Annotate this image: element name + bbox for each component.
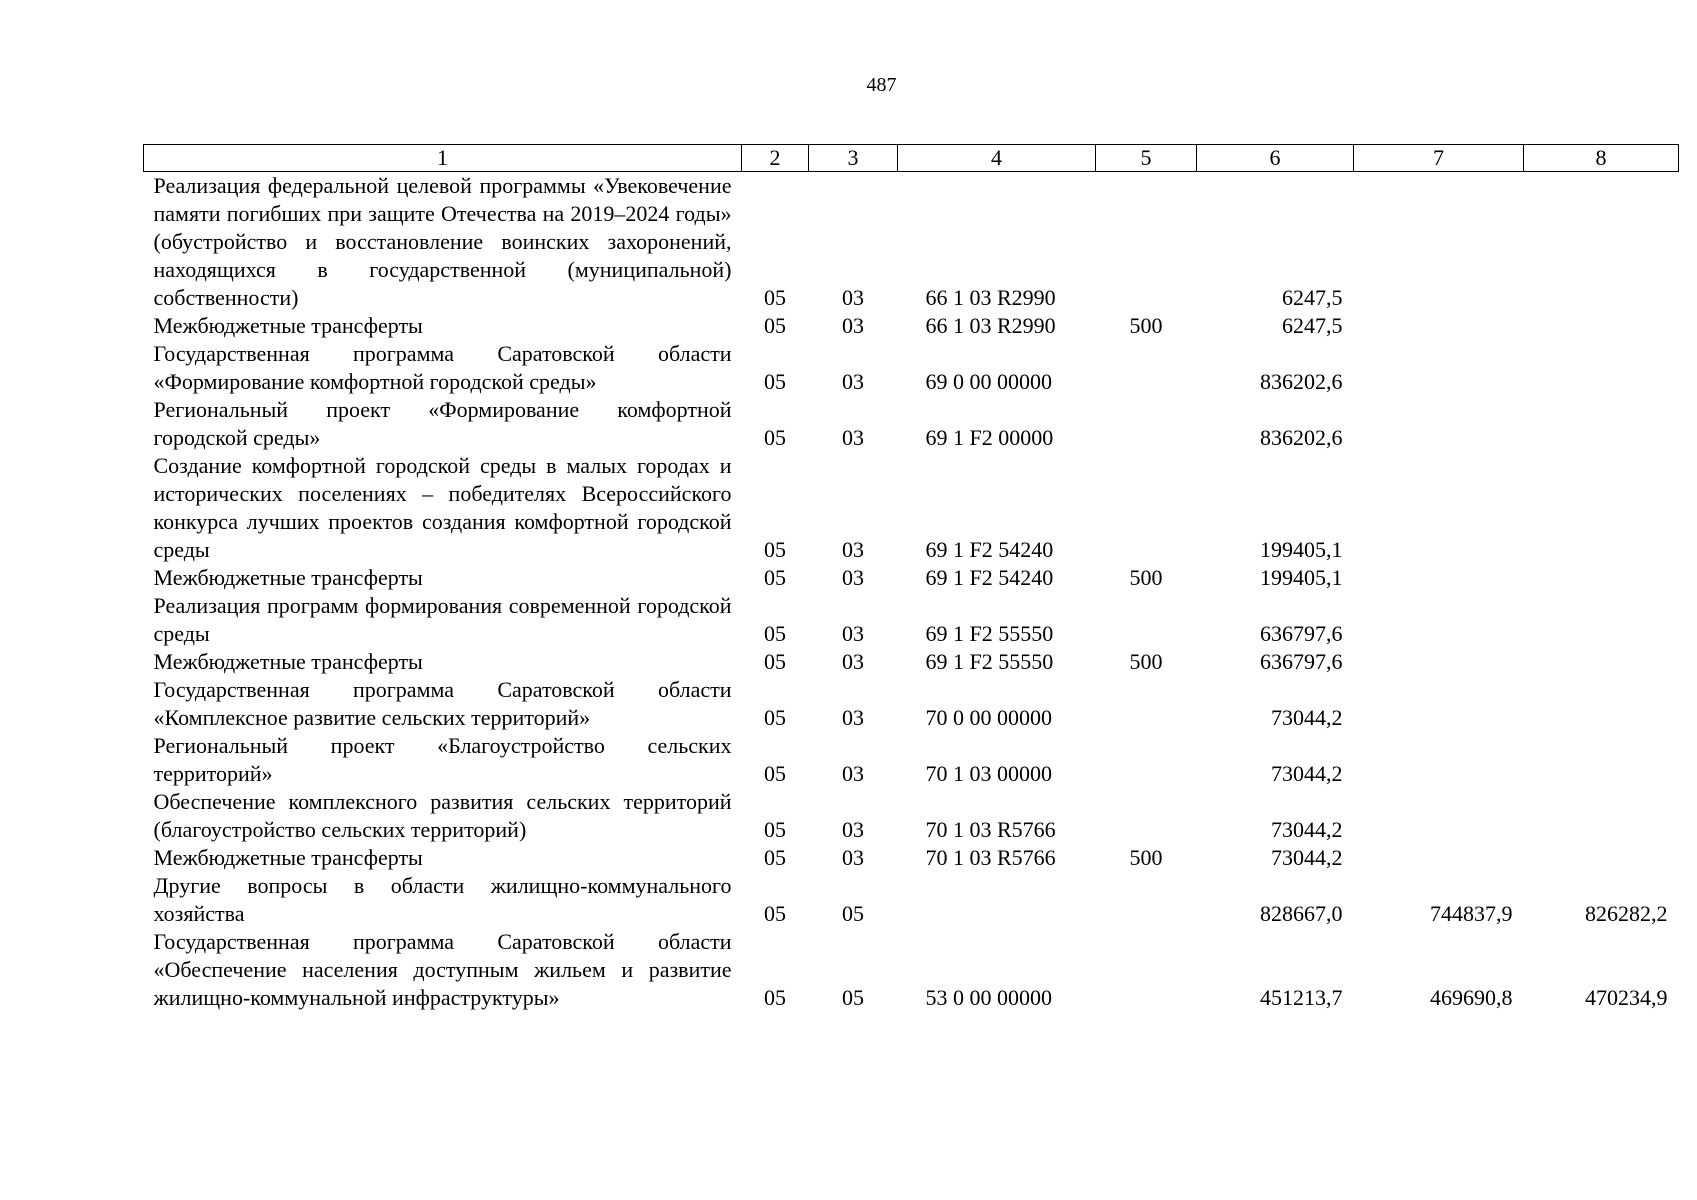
subsection-code: 03 [842,313,864,338]
subsection-code: 03 [842,425,864,450]
page-number: 487 [866,74,897,96]
amount-col-7 [1354,452,1524,564]
table-header-row [144,145,1679,172]
amount-col-6: 6247,5 [1282,313,1343,338]
amount-col-6: 636797,6 [1260,649,1343,674]
amount-col-6: 451213,7 [1260,985,1343,1010]
target-article-code: 69 1 F2 55550 [925,649,1054,674]
amount-col-6: 73044,2 [1271,761,1343,786]
expense-type-code [1096,340,1197,396]
table-row [144,172,1679,313]
amount-col-8 [1524,844,1679,872]
expense-type-code [1096,732,1197,788]
amount-col-8 [1524,396,1679,452]
table-row [144,396,1679,452]
section-code: 05 [764,621,786,646]
table-body [144,172,1679,1013]
section-code: 05 [764,649,786,674]
table-row [144,872,1679,928]
amount-col-7: 744837,9 [1430,901,1513,926]
section-code: 05 [764,817,786,842]
subsection-code: 03 [842,761,864,786]
row-name: Реализация федеральной целевой программы «Увековечение памяти погибших при защите Отечества на 2019–2024 годы» (обустройство и восстановление воинских захоронений, находящихся в государственной (муниципальной) собственности) [153,173,732,310]
amount-col-6: 73044,2 [1271,817,1343,842]
amount-col-8 [1524,648,1679,676]
amount-col-6: 199405,1 [1260,537,1343,562]
column-header: 4 [898,145,1096,172]
target-article-code: 69 1 F2 54240 [925,537,1054,562]
table-row [144,928,1679,1012]
amount-col-6: 73044,2 [1271,705,1343,730]
amount-col-8 [1524,592,1679,648]
section-code: 05 [764,845,786,870]
row-name: Реализация программ формирования современной городской среды [153,593,732,646]
column-header: 8 [1524,145,1679,172]
section-code: 05 [764,537,786,562]
amount-col-8 [1524,564,1679,592]
section-code: 05 [764,425,786,450]
column-header: 2 [742,145,809,172]
table-row [144,564,1679,592]
row-name: Обеспечение комплексного развития сельских территорий (благоустройство сельских территорий) [153,789,732,842]
expense-type-code: 500 [1129,845,1163,870]
expense-type-code [1096,788,1197,844]
row-name: Региональный проект «Формирование комфортной городской среды» [153,397,732,450]
target-article-code: 70 1 03 R5766 [925,817,1056,842]
target-article-code [898,872,1096,928]
row-name: Государственная программа Саратовской области «Обеспечение населения доступным жильем и развитие жилищно-коммунальной инфраструктуры» [153,929,732,1010]
row-name: Межбюджетные трансферты [153,649,423,674]
expense-type-code [1096,872,1197,928]
row-name: Межбюджетные трансферты [153,845,423,870]
target-article-code: 70 0 00 00000 [925,705,1052,730]
row-name: Региональный проект «Благоустройство сельских территорий» [153,733,732,786]
target-article-code: 66 1 03 R2990 [925,285,1056,310]
amount-col-6: 6247,5 [1282,285,1343,310]
target-article-code: 69 1 F2 00000 [925,425,1054,450]
amount-col-7 [1354,172,1524,313]
target-article-code: 66 1 03 R2990 [925,313,1056,338]
amount-col-7 [1354,396,1524,452]
amount-col-8 [1524,312,1679,340]
amount-col-8 [1524,788,1679,844]
subsection-code: 03 [842,705,864,730]
subsection-code: 03 [842,845,864,870]
row-name: Межбюджетные трансферты [153,565,423,590]
amount-col-6: 828667,0 [1260,901,1343,926]
amount-col-7 [1354,564,1524,592]
table-row [144,340,1679,396]
expense-type-code [1096,172,1197,313]
column-header: 7 [1354,145,1524,172]
amount-col-8 [1524,732,1679,788]
expense-type-code [1096,928,1197,1012]
table-row [144,592,1679,648]
section-code: 05 [764,285,786,310]
subsection-code: 03 [842,565,864,590]
section-code: 05 [764,985,786,1010]
expense-type-code: 500 [1129,565,1163,590]
table-row [144,312,1679,340]
amount-col-7 [1354,312,1524,340]
section-code: 05 [764,565,786,590]
section-code: 05 [764,901,786,926]
table-row [144,788,1679,844]
expense-type-code: 500 [1129,313,1163,338]
section-code: 05 [764,705,786,730]
target-article-code: 70 1 03 R5766 [925,845,1056,870]
row-name: Создание комфортной городской среды в малых городах и исторических поселениях – победителях Всероссийского конкурса лучших проектов создания комфортной городской среды [153,453,732,562]
target-article-code: 69 0 00 00000 [925,369,1052,394]
amount-col-8 [1524,676,1679,732]
expense-type-code [1096,592,1197,648]
expense-type-code [1096,676,1197,732]
subsection-code: 03 [842,621,864,646]
subsection-code: 03 [842,285,864,310]
budget-table [143,144,1679,1012]
subsection-code: 05 [842,985,864,1010]
target-article-code: 69 1 F2 54240 [925,565,1054,590]
section-code: 05 [764,369,786,394]
amount-col-6: 836202,6 [1260,369,1343,394]
amount-col-8 [1524,452,1679,564]
row-name: Государственная программа Саратовской области «Формирование комфортной городской среды» [153,341,732,394]
amount-col-7: 469690,8 [1430,985,1513,1010]
amount-col-8 [1524,172,1679,313]
column-header: 1 [144,145,742,172]
row-name: Государственная программа Саратовской области «Комплексное развитие сельских территорий» [153,677,732,730]
expense-type-code: 500 [1129,649,1163,674]
amount-col-6: 73044,2 [1271,845,1343,870]
amount-col-6: 199405,1 [1260,565,1343,590]
amount-col-7 [1354,732,1524,788]
section-code: 05 [764,761,786,786]
subsection-code: 03 [842,817,864,842]
section-code: 05 [764,313,786,338]
amount-col-8 [1524,340,1679,396]
amount-col-6: 836202,6 [1260,425,1343,450]
subsection-code: 03 [842,649,864,674]
amount-col-6: 636797,6 [1260,621,1343,646]
subsection-code: 05 [842,901,864,926]
row-name: Другие вопросы в области жилищно-коммунального хозяйства [153,873,732,926]
amount-col-7 [1354,648,1524,676]
table-row [144,648,1679,676]
subsection-code: 03 [842,369,864,394]
table-row [144,844,1679,872]
amount-col-7 [1354,788,1524,844]
target-article-code: 53 0 00 00000 [925,985,1052,1010]
expense-type-code [1096,452,1197,564]
target-article-code: 69 1 F2 55550 [925,621,1054,646]
amount-col-8: 470234,9 [1585,985,1668,1010]
row-name: Межбюджетные трансферты [153,313,423,338]
target-article-code: 70 1 03 00000 [925,761,1052,786]
table-row [144,732,1679,788]
subsection-code: 03 [842,537,864,562]
table-row [144,676,1679,732]
amount-col-7 [1354,844,1524,872]
column-header: 6 [1197,145,1354,172]
expense-type-code [1096,396,1197,452]
amount-col-7 [1354,676,1524,732]
amount-col-8: 826282,2 [1585,901,1668,926]
column-header: 5 [1096,145,1197,172]
amount-col-7 [1354,592,1524,648]
table-row [144,452,1679,564]
column-header: 3 [809,145,898,172]
amount-col-7 [1354,340,1524,396]
